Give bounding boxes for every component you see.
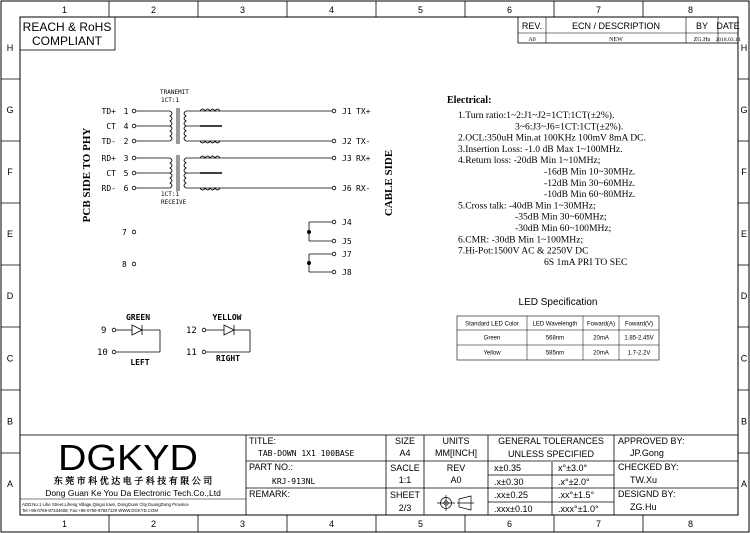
pin-j2: J2 [342,137,352,146]
zone-col-4-bottom: 4 [328,519,335,529]
led-table-cell: 1.85-2.45V [624,335,654,342]
projection-symbol-icon [437,495,474,511]
pin-j7: J7 [342,250,352,259]
checked-value: TW.Xu [630,475,658,485]
company-block [22,437,221,513]
company-name-cn: 东 莞 市 科 优 达 电 子 科 技 有 限 公 司 [53,476,213,486]
tolerance-linear: .xx±0.25 [494,490,528,500]
zone-col-1-top: 1 [61,5,68,15]
size-value: A4 [399,448,411,458]
electrical-line: 5.Cross talk: -40dB Min 1~30MHz; [458,200,596,212]
zone-col-5-top: 5 [417,5,424,15]
pin-rx-plus: RX+ [356,154,371,163]
led-table-cell: 20mA [593,335,609,342]
pin-j1: J1 [342,107,352,116]
electrical-lines [458,110,646,268]
scale-value: 1:1 [398,475,412,485]
electrical-line: -10dB Min 60~80MHz. [544,189,636,201]
pin-ct-rx: CT [106,169,116,178]
rev-label: REV [446,463,466,473]
zone-row-H-left: H [6,43,14,53]
tolerance-angular: .x°±2.0° [558,477,590,487]
remark-label: REMARK: [249,489,291,499]
tolerance-angular: .xxx°±1.0° [558,504,599,514]
title-label: TITLE: [249,436,277,446]
pin-num-6: 6 [123,184,129,193]
zone-col-3-bottom: 3 [239,519,246,529]
electrical-spec [447,95,646,268]
compliance-line-1: REACH & RoHS [22,20,112,34]
led-yellow-side: RIGHT [215,354,241,363]
zone-row-A-left: A [6,479,14,489]
zone-row-B-right: B [740,416,748,427]
tolerance-angular: x°±3.0° [558,463,588,473]
led-green-label: GREEN [125,313,151,322]
zone-col-7-top: 7 [595,5,602,15]
approved-value: JP.Gong [630,448,664,458]
pin-j5: J5 [342,237,352,246]
zone-row-A-right: A [740,479,748,489]
zone-row-H-right: H [740,43,748,53]
size-label: SIZE [394,436,416,446]
electrical-line: 2.OCL:350uH Min.at 100KHz 100mV 8mA DC. [458,132,646,144]
zone-row-C-right: C [740,353,748,364]
revision-block [518,17,741,43]
electrical-line: 3~6:J3~J6=1CT:1CT(±2%). [515,121,624,133]
led-spec-title: LED Specification [518,297,598,308]
pin-num-2: 2 [123,137,129,146]
designed-label: DESIGND BY: [618,489,676,499]
led-table-header: Foward(V) [624,321,654,328]
zone-row-F-left: F [7,167,13,177]
zone-col-5-bottom: 5 [417,519,424,529]
company-name-en: Dong Guan Ke You Da Electronic Tech.Co.,Ltd [45,488,221,498]
led-table-cell: 1.7-2.2V [627,350,651,357]
electrical-line: -12dB Min 30~60MHz. [544,177,636,189]
part-label: PART NO.: [249,462,294,472]
pin-j4: J4 [342,218,352,227]
receive-ratio: 1CT:1 [161,191,180,198]
date-header: DATE [716,21,740,31]
pin-tx-plus: TX+ [356,107,371,116]
led-table-header: Standard LED Color [465,321,519,328]
pin-tx-minus: TX- [356,137,371,146]
sheet-value: 2/3 [398,503,412,513]
zone-col-6-top: 6 [506,5,513,15]
pin-rx-minus: RX- [356,184,371,193]
tolerance-title-2: UNLESS SPECIFIED [507,449,595,459]
zone-col-7-bottom: 7 [595,519,602,529]
led-table-cell: 568nm [545,335,565,342]
tolerance-angular: .xx°±1.5° [558,490,595,500]
electrical-title: Electrical: [447,95,492,106]
led-spec-table [457,316,659,360]
pin-num-7: 7 [122,228,127,237]
compliance-line-2: COMPLIANT [31,34,103,48]
by-value: ZG.Hu [693,37,711,43]
units-value: MM[INCH] [435,448,477,458]
date-value: 2018.03.14 [715,37,741,43]
tolerance-linear: .x±0.30 [494,477,524,487]
zone-col-3-top: 3 [239,5,246,15]
pin-td-minus: TD- [101,137,116,146]
transmit-label: TRANEMIT [160,89,189,96]
electrical-line: 6S 1mA PRI TO SEC [544,256,628,268]
electrical-line: -16dB Min 10~30MHz. [544,166,636,178]
zone-col-8-top: 8 [687,5,694,15]
units-label: UNITS [442,436,470,446]
pin-num-4: 4 [123,122,129,131]
led-table-cell: Yellow [483,350,501,357]
cable-side-label: CABLE SIDE [383,149,395,217]
ecn-header: ECN / DESCRIPTION [571,21,661,31]
electrical-line: 1.Turn ratio:1~2:J1~J2=1CT:1CT(±2%). [458,110,615,121]
approved-label: APPROVED BY: [618,436,685,446]
pin-td-plus: TD+ [101,107,116,116]
electrical-line: 3.Insertion Loss: -1.0 dB Max 1~100MHz. [458,143,623,155]
transmit-ratio: 1CT:1 [161,97,180,104]
electrical-line: 7.Hi-Pot:1500V AC & 2250V DC [458,245,589,257]
tolerance-title-1: GENERAL TOLERANCES [498,436,604,446]
pin-rd-plus: RD+ [101,154,116,163]
zone-col-4-top: 4 [328,5,335,15]
led-table-header: LED Wavelength [532,321,578,328]
compliance-box [20,17,115,50]
pin-j3: J3 [342,154,352,163]
zone-row-E-right: E [740,229,748,239]
zone-row-C-left: C [6,353,14,364]
zone-row-G-right: G [740,105,748,115]
designed-value: ZG.Hu [630,502,657,512]
electrical-line: 6.CMR: -30dB Min 1~100MHz; [458,234,584,246]
company-logo: DGKYD [58,437,198,478]
zone-row-B-left: B [6,416,14,427]
sheet-label: SHEET [389,490,421,500]
title-fields [249,436,685,514]
rev-value: A0 [528,37,536,43]
rev-header: REV. [521,21,543,31]
scale-label: SACLE [390,463,420,473]
zone-row-F-right: F [741,167,747,177]
company-address: ADD:No.1 Lihe Street,Liheng Village,Qingxi town, DongGuan City,GuangDong Province [22,502,189,507]
led-table-header: Foward(A) [586,321,616,328]
led-table-cell: 585nm [545,350,565,357]
rev-block-value: A0 [450,475,462,485]
pin-num-5: 5 [123,169,129,178]
zone-col-2-top: 2 [150,5,157,15]
pin-num-3: 3 [123,154,129,163]
zone-row-D-left: D [6,291,14,301]
pin-num-8: 8 [122,260,127,269]
led-green-pin-a: 9 [101,326,107,336]
ecn-value: NEW [609,37,623,43]
title-value: TAB-DOWN 1X1 100BASE [258,449,355,458]
tolerance-cells [494,463,599,514]
zone-col-2-bottom: 2 [150,519,157,529]
company-contact: Tel:+86-0769-87334608; Fax:+86-0769-87847129 WWW.DGKYD.COM [22,508,158,513]
zone-row-E-left: E [6,229,14,239]
tolerance-linear: x±0.35 [494,463,521,473]
pin-rd-minus: RD- [101,184,116,193]
led-yellow-pin-b: 11 [186,348,197,358]
schematic [81,89,395,367]
led-table-cell: Green [483,335,501,342]
led-yellow-pin-a: 12 [186,326,197,336]
zone-row-D-right: D [740,291,748,301]
part-value: KRJ-913NL [272,477,316,486]
led-green-pin-b: 10 [97,348,108,358]
led-yellow-label: YELLOW [212,313,242,322]
electrical-line: -35dB Min 30~60MHz; [515,211,607,223]
zone-row-G-left: G [6,105,14,115]
pin-ct-tx: CT [106,122,116,131]
pin-j8: J8 [342,268,352,277]
pcb-side-label: PCB SIDE TO PHY [81,127,93,223]
electrical-line: -30dB Min 60~100MHz; [515,223,612,234]
pin-j6: J6 [342,184,352,193]
zone-col-8-bottom: 8 [687,519,694,529]
electrical-line: 4.Return loss: -20dB Min 1~10MHz; [458,155,601,167]
receive-label: RECEIVE [161,199,187,206]
tolerance-linear: .xxx±0.10 [494,504,533,514]
checked-label: CHECKED BY: [618,462,679,472]
pin-num-1: 1 [123,107,129,116]
led-green-side: LEFT [130,358,150,367]
led-spec [457,297,659,360]
by-header: BY [695,21,709,31]
zone-col-1-bottom: 1 [61,519,68,529]
led-table-cell: 20mA [593,350,609,357]
zone-col-6-bottom: 6 [506,519,513,529]
